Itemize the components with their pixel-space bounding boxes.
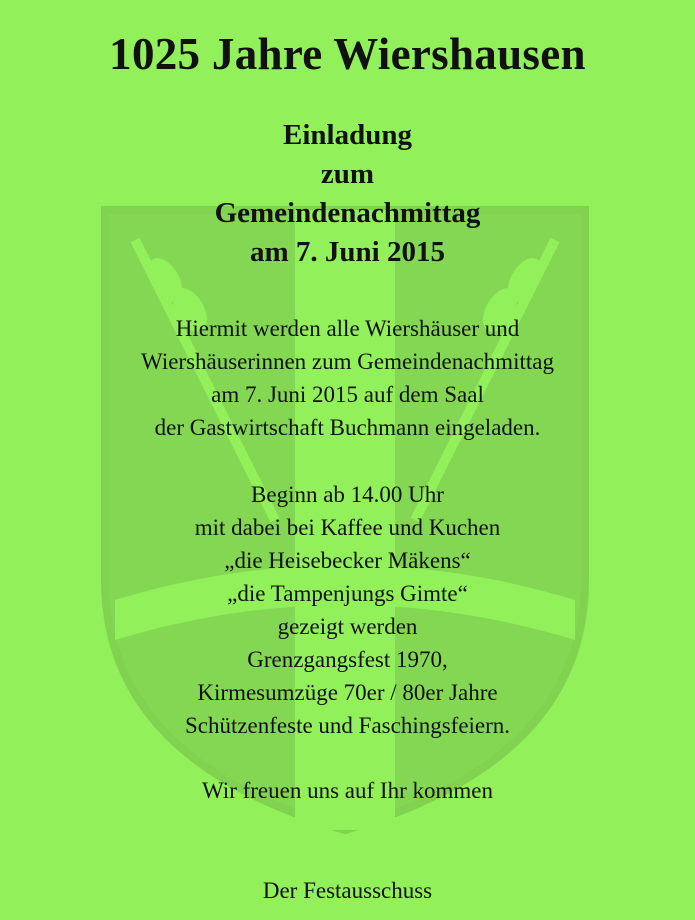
program-paragraph bbox=[0, 478, 695, 742]
text-line: Schützenfeste und Faschingsfeiern. bbox=[184, 713, 511, 738]
text-line: mit dabei bei Kaffee und Kuchen bbox=[194, 515, 501, 540]
text-line: Kirmesumzüge 70er / 80er Jahre bbox=[197, 680, 498, 705]
text-line: Grenzgangsfest 1970, bbox=[247, 647, 448, 672]
invitation-heading bbox=[0, 116, 695, 272]
text-line: „die Heisebecker Mäkens“ bbox=[224, 548, 471, 573]
text-line: am 7. Juni 2015 auf dem Saal bbox=[211, 382, 484, 407]
invitation-line: zum bbox=[320, 158, 375, 190]
text-line: der Gastwirtschaft Buchmann eingeladen. bbox=[154, 415, 541, 440]
invitation-line: Gemeindenachmittag bbox=[214, 197, 481, 229]
text-line: gezeigt werden bbox=[277, 614, 418, 639]
text-line: Wiershäuserinnen zum Gemeindenachmittag bbox=[141, 349, 554, 374]
text-line: „die Tampenjungs Gimte“ bbox=[227, 581, 468, 606]
page-title: 1025 Jahre Wiershausen bbox=[109, 29, 586, 79]
invitation-paragraph bbox=[0, 312, 695, 444]
signature: Der Festausschuss bbox=[262, 878, 433, 903]
invitation-line: am 7. Juni 2015 bbox=[250, 236, 445, 268]
text-line: Beginn ab 14.00 Uhr bbox=[251, 482, 444, 507]
closing-line: Wir freuen uns auf Ihr kommen bbox=[202, 778, 493, 803]
invitation-line: Einladung bbox=[283, 119, 412, 151]
text-line: Hiermit werden alle Wiershäuser und bbox=[175, 316, 520, 341]
